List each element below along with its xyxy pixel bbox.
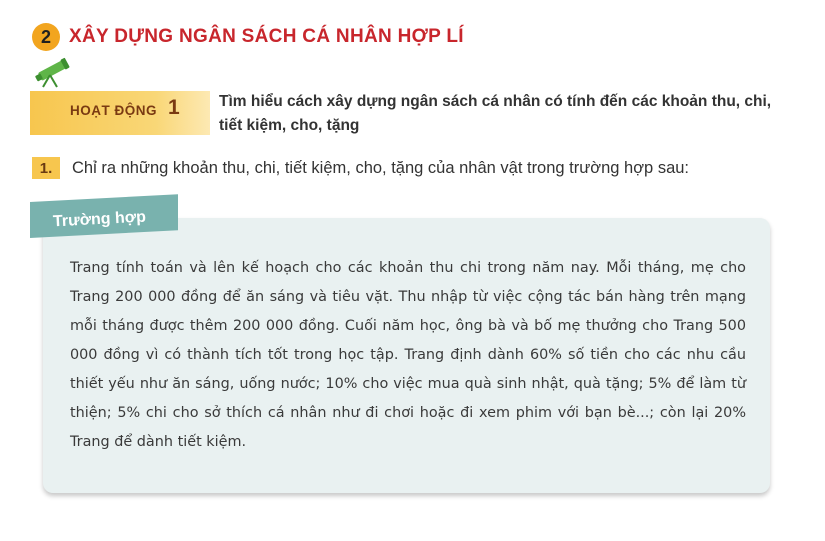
activity-banner [30,91,210,135]
activity-number: 1 [168,96,180,119]
question-number: 1. [32,157,60,179]
case-text: Trang tính toán và lên kế hoạch cho các khoản thu chi trong năm nay. Mỗi tháng, mẹ cho Trang 200 000 đồng để ăn sáng và tiêu vặt. Thu nhập từ việc cộng tác bán hàng trên mạng mỗi tháng được thêm 200 000 đồng. Cuối năm học, ông bà và bố mẹ thưởng cho Trang 500 000 đồng vì có thành tích tốt trong học tập. Trang định dành 60% số tiền cho các nhu cầu thiết yếu như ăn sáng, uống nước; 10% cho việc mua quà sinh nhật, quà tặng; 5% để làm từ thiện; 5% chi cho sở thích cá nhân như đi chơi hoặc đi xem phim với bạn bè...; còn lại 20% Trang để dành tiết kiệm. [70,260,746,450]
section-header [32,22,464,52]
case-tab-label: Trường hợp [52,208,147,231]
activity-description: Tìm hiểu cách xây dựng ngân sách cá nhân có tính đến các khoản thu, chi, tiết kiệm, cho, tặng [219,93,772,134]
question [32,157,689,179]
question-text: Chỉ ra những khoản thu, chi, tiết kiệm, cho, tặng của nhân vật trong trường hợp sau: [72,158,690,177]
section-number-badge: 2 [32,23,60,51]
telescope-icon [32,56,72,88]
activity-label: HOẠT ĐỘNG [70,103,157,118]
section-title: XÂY DỰNG NGÂN SÁCH CÁ NHÂN HỢP LÍ [69,26,464,47]
